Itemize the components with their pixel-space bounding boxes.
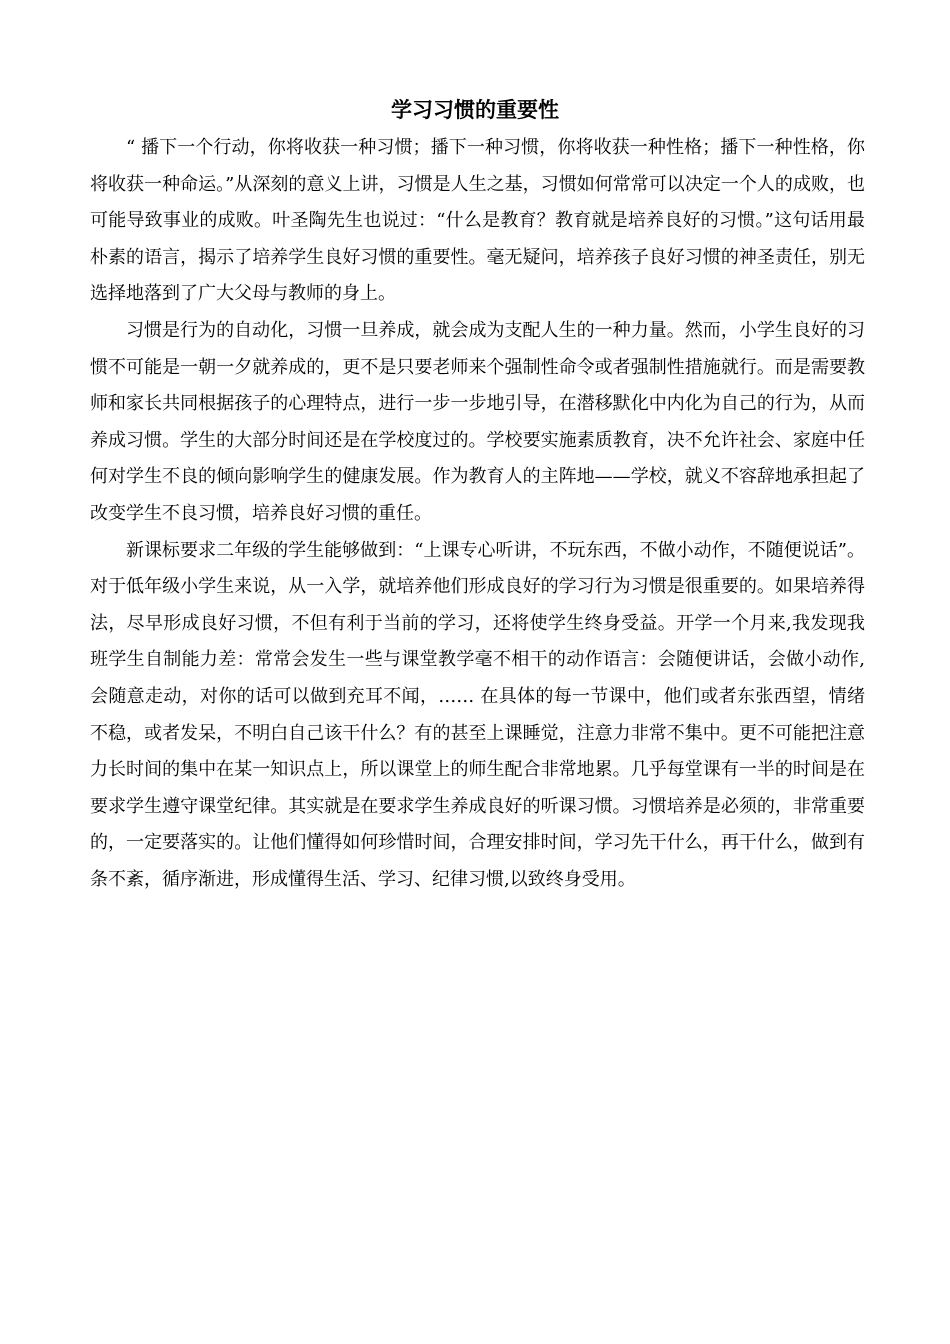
document-title: 学习习惯的重要性 <box>391 98 559 122</box>
paragraph-1: “ 播下一个行动，你将收获一种习惯；播下一种习惯，你将收获一种性格；播下一种性格，你将收获一种命运。”从深刻的意义上讲，习惯是人生之基，习惯如何常常可以决定一个人的成败，也可能导致事业的成败。叶圣陶先生也说过：“什么是教育？教育就是培养良好的习惯。”这句话用最朴素的语言，揭示了培养学生良好习惯的重要性。毫无疑问，培养孩子良好习惯的神圣责任，别无选择地落到了广大父母与教师的身上。 <box>90 137 865 305</box>
paragraph-2: 习惯是行为的自动化，习惯一旦养成，就会成为支配人生的一种力量。然而，小学生良好的习惯不可能是一朝一夕就养成的，更不是只要老师来个强制性命令或者强制性措施就行。而是需要教师和家长共同根据孩子的心理特点，进行一步一步地引导，在潜移默化中内化为自己的行为，从而养成习惯。学生的大部分时间还是在学校度过的。学校要实施素质教育，决不允许社会、家庭中任何对学生不良的倾向影响学生的健康发展。作为教育人的主阵地——学校，就义不容辞地承担起了改变学生不良习惯，培养良好习惯的重任。 <box>90 319 865 524</box>
document-body <box>90 130 865 898</box>
paragraph-3: 新课标要求二年级的学生能够做到：“上课专心听讲，不玩东西，不做小动作，不随便说话”。对于低年级小学生来说，从一入学，就培养他们形成良好的学习行为习惯是很重要的。如果培养得法，尽早形成良好习惯，不但有利于当前的学习，还将使学生终身受益。开学一个月来,我发现我班学生自制能力差：常常会发生一些与课堂教学毫不相干的动作语言：会随便讲话，会做小动作,会随意走动，对你的话可以做到充耳不闻，…… 在具体的每一节课中，他们或者东张西望，情绪不稳，或者发呆，不明白自己该干什么？有的甚至上课睡觉，注意力非常不集中。更不可能把注意力长时间的集中在某一知识点上，所以课堂上的师生配合非常地累。几乎每堂课有一半的时间是在要求学生遵守课堂纪律。其实就是在要求学生养成良好的听课习惯。习惯培养是必须的，非常重要的，一定要落实的。让他们懂得如何珍惜时间，合理安排时间，学习先干什么，再干什么，做到有条不紊，循序渐进，形成懂得生活、学习、纪律习惯,以致终身受用。 <box>90 539 865 890</box>
